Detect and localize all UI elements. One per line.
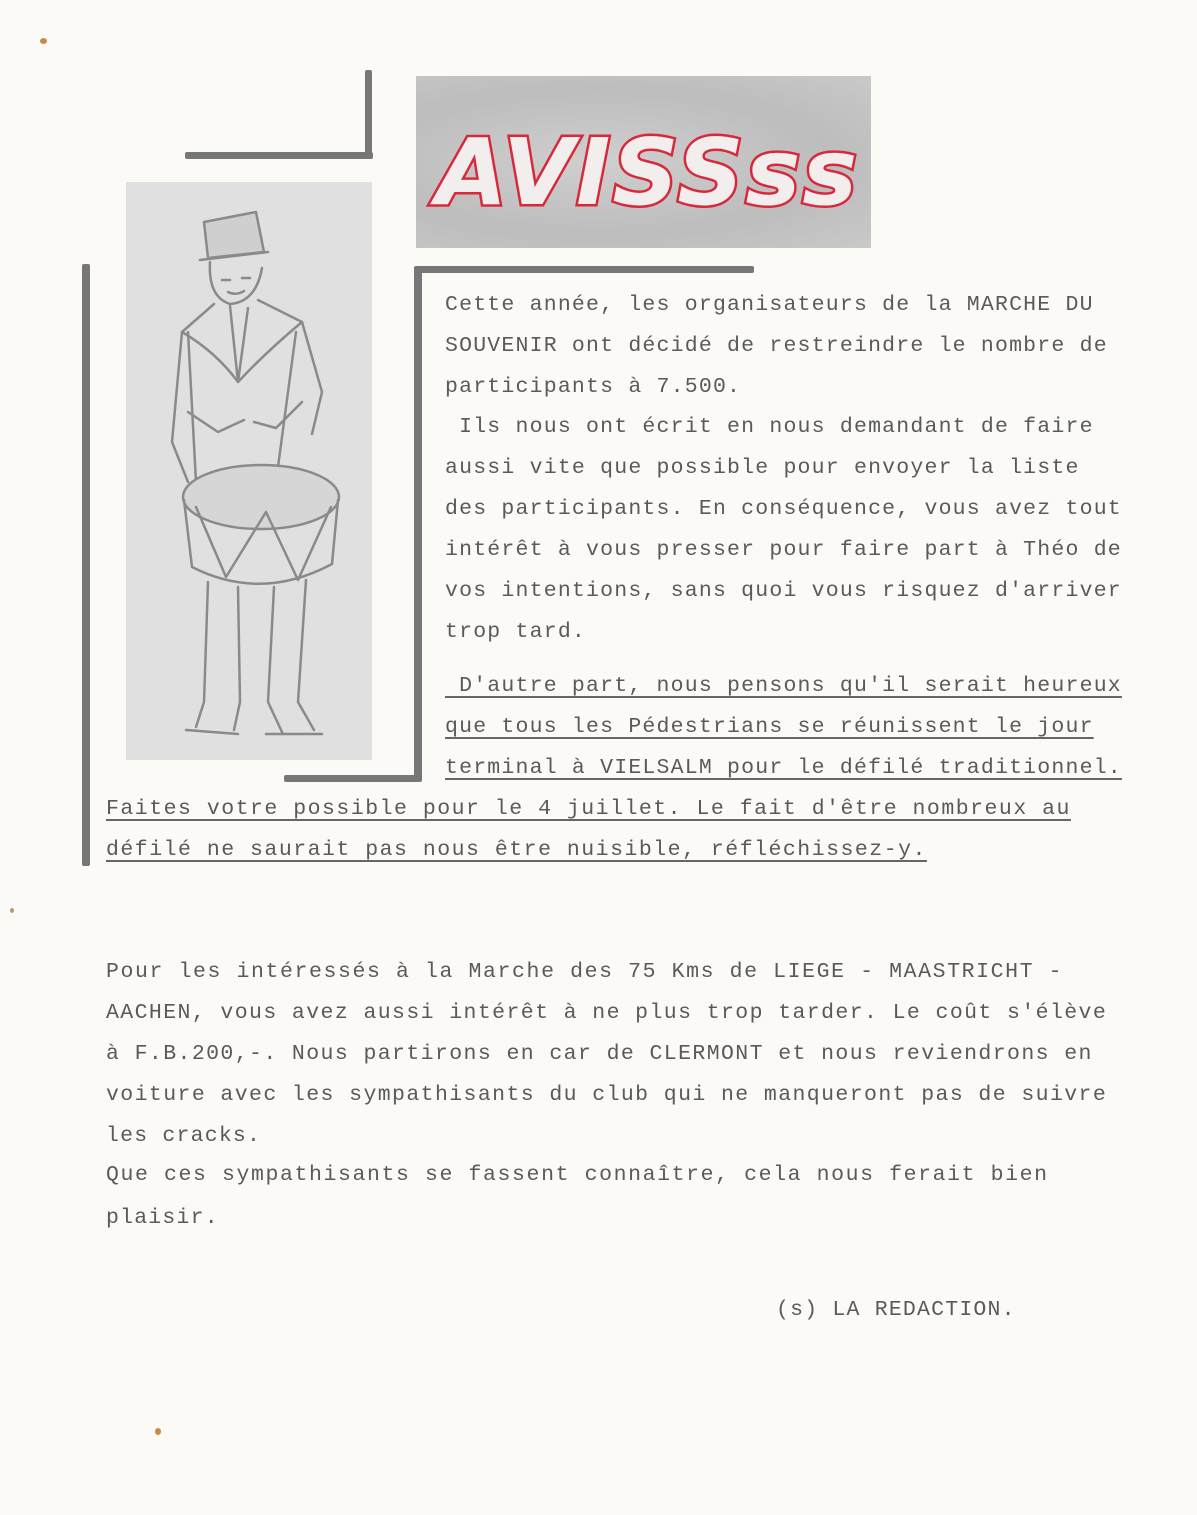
notice-line-1: Cette année, les organisateurs de la MARCHE DU (445, 293, 1094, 317)
notice-line-7: intérêt à vous presser pour faire part à Théo de (445, 538, 1122, 562)
notice-line-5: aussi vite que possible pour envoyer la liste (445, 456, 1080, 480)
bracket-right-vertical (414, 270, 422, 780)
drummer-icon (126, 182, 372, 760)
notice-line-2: SOUVENIR ont décidé de restreindre le nombre de (445, 334, 1108, 358)
notice-line-9: trop tard. (445, 620, 587, 644)
notice-line-4: Ils nous ont écrit en nous demandant de faire (445, 415, 1094, 439)
bracket-bottom-horizontal (284, 775, 422, 782)
bracket-right-horizontal-top (414, 266, 754, 273)
underlined-line-3: terminal à VIELSALM pour le défilé traditionnel. (445, 756, 1122, 780)
title-lettering (416, 76, 871, 248)
bracket-top-horizontal (185, 152, 373, 159)
page-title: AVISSss (436, 119, 860, 226)
notice-line-6: des participants. En conséquence, vous avez tout (445, 497, 1122, 521)
march-line-1: Pour les intéressés à la Marche des 75 Kms de LIEGE - MAASTRICHT - (106, 960, 1064, 984)
march-line-3: à F.B.200,-. Nous partirons en car de CLERMONT et nous reviendrons en (106, 1042, 1093, 1066)
paper-speck (10, 908, 14, 913)
march-line-7: plaisir. (106, 1206, 219, 1230)
march-line-5: les cracks. (106, 1124, 262, 1148)
paper-speck (155, 1428, 161, 1435)
underlined-line-4: Faites votre possible pour le 4 juillet. Le fait d'être nombreux au (106, 797, 1071, 821)
drummer-illustration (126, 182, 372, 760)
signature: (s) LA REDACTION. (776, 1298, 1016, 1322)
title-banner (416, 76, 871, 248)
paper-speck (40, 38, 47, 44)
notice-line-8: vos intentions, sans quoi vous risquez d'arriver (445, 579, 1122, 603)
march-line-2: AACHEN, vous avez aussi intérêt à ne plus trop tarder. Le coût s'élève (106, 1001, 1108, 1025)
bracket-top-vertical (365, 70, 372, 159)
march-line-6: Que ces sympathisants se fassent connaître, cela nous ferait bien (106, 1163, 1049, 1187)
bracket-left-vertical (82, 264, 90, 866)
underlined-line-1: D'autre part, nous pensons qu'il serait heureux (445, 674, 1122, 698)
notice-line-3: participants à 7.500. (445, 375, 742, 399)
underlined-line-5: défilé ne saurait pas nous être nuisible, réfléchissez-y. (106, 838, 927, 862)
underlined-line-2: que tous les Pédestrians se réunissent le jour (445, 715, 1094, 739)
march-line-4: voiture avec les sympathisants du club qui ne manqueront pas de suivre (106, 1083, 1108, 1107)
